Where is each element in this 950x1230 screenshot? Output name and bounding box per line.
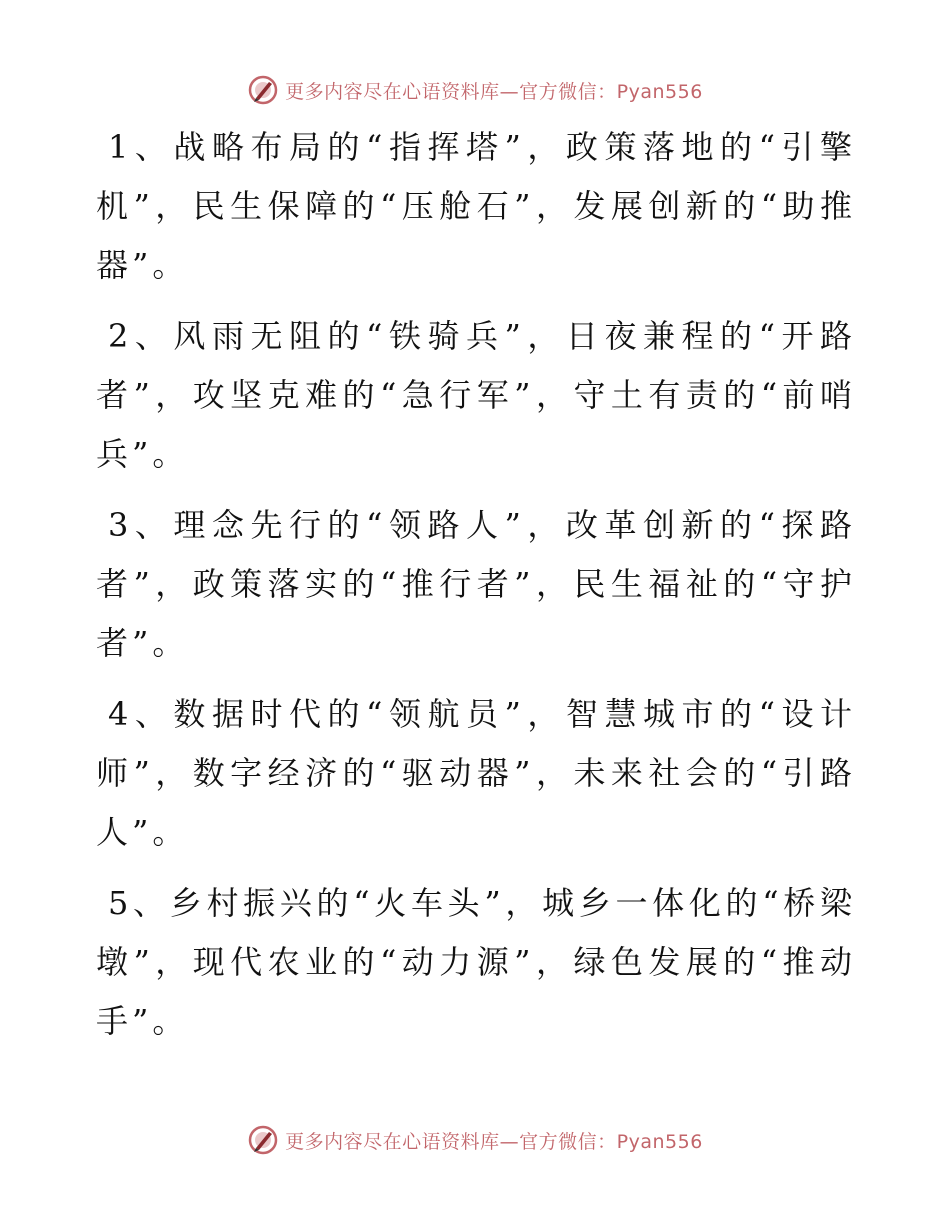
footer-banner — [0, 1120, 950, 1160]
list-item: 1、战略布局的“指挥塔”，政策落地的“引擎机”，民生保障的“压舱石”，发展创新的“助推器”。 — [96, 128, 856, 284]
list-item: 3、理念先行的“领路人”，改革创新的“探路者”，政策落实的“推行者”，民生福祉的“守护者”。 — [96, 506, 856, 662]
pen-seal-icon — [247, 1124, 279, 1156]
list-item: 2、风雨无阻的“铁骑兵”，日夜兼程的“开路者”，攻坚克难的“急行军”，守土有责的“前哨兵”。 — [96, 317, 856, 473]
header-banner — [0, 70, 950, 110]
list-item: 5、乡村振兴的“火车头”，城乡一体化的“桥梁墩”，现代农业的“动力源”，绿色发展的“推动手”。 — [96, 884, 856, 1040]
header-banner-text: 更多内容尽在心语资料库—官方微信：Pyan556 — [285, 80, 703, 103]
footer-banner-text: 更多内容尽在心语资料库—官方微信：Pyan556 — [285, 1130, 703, 1153]
list-item: 4、数据时代的“领航员”，智慧城市的“设计师”，数字经济的“驱动器”，未来社会的“引路人”。 — [96, 695, 856, 851]
pen-seal-icon — [247, 74, 279, 106]
document-body — [96, 118, 856, 1063]
